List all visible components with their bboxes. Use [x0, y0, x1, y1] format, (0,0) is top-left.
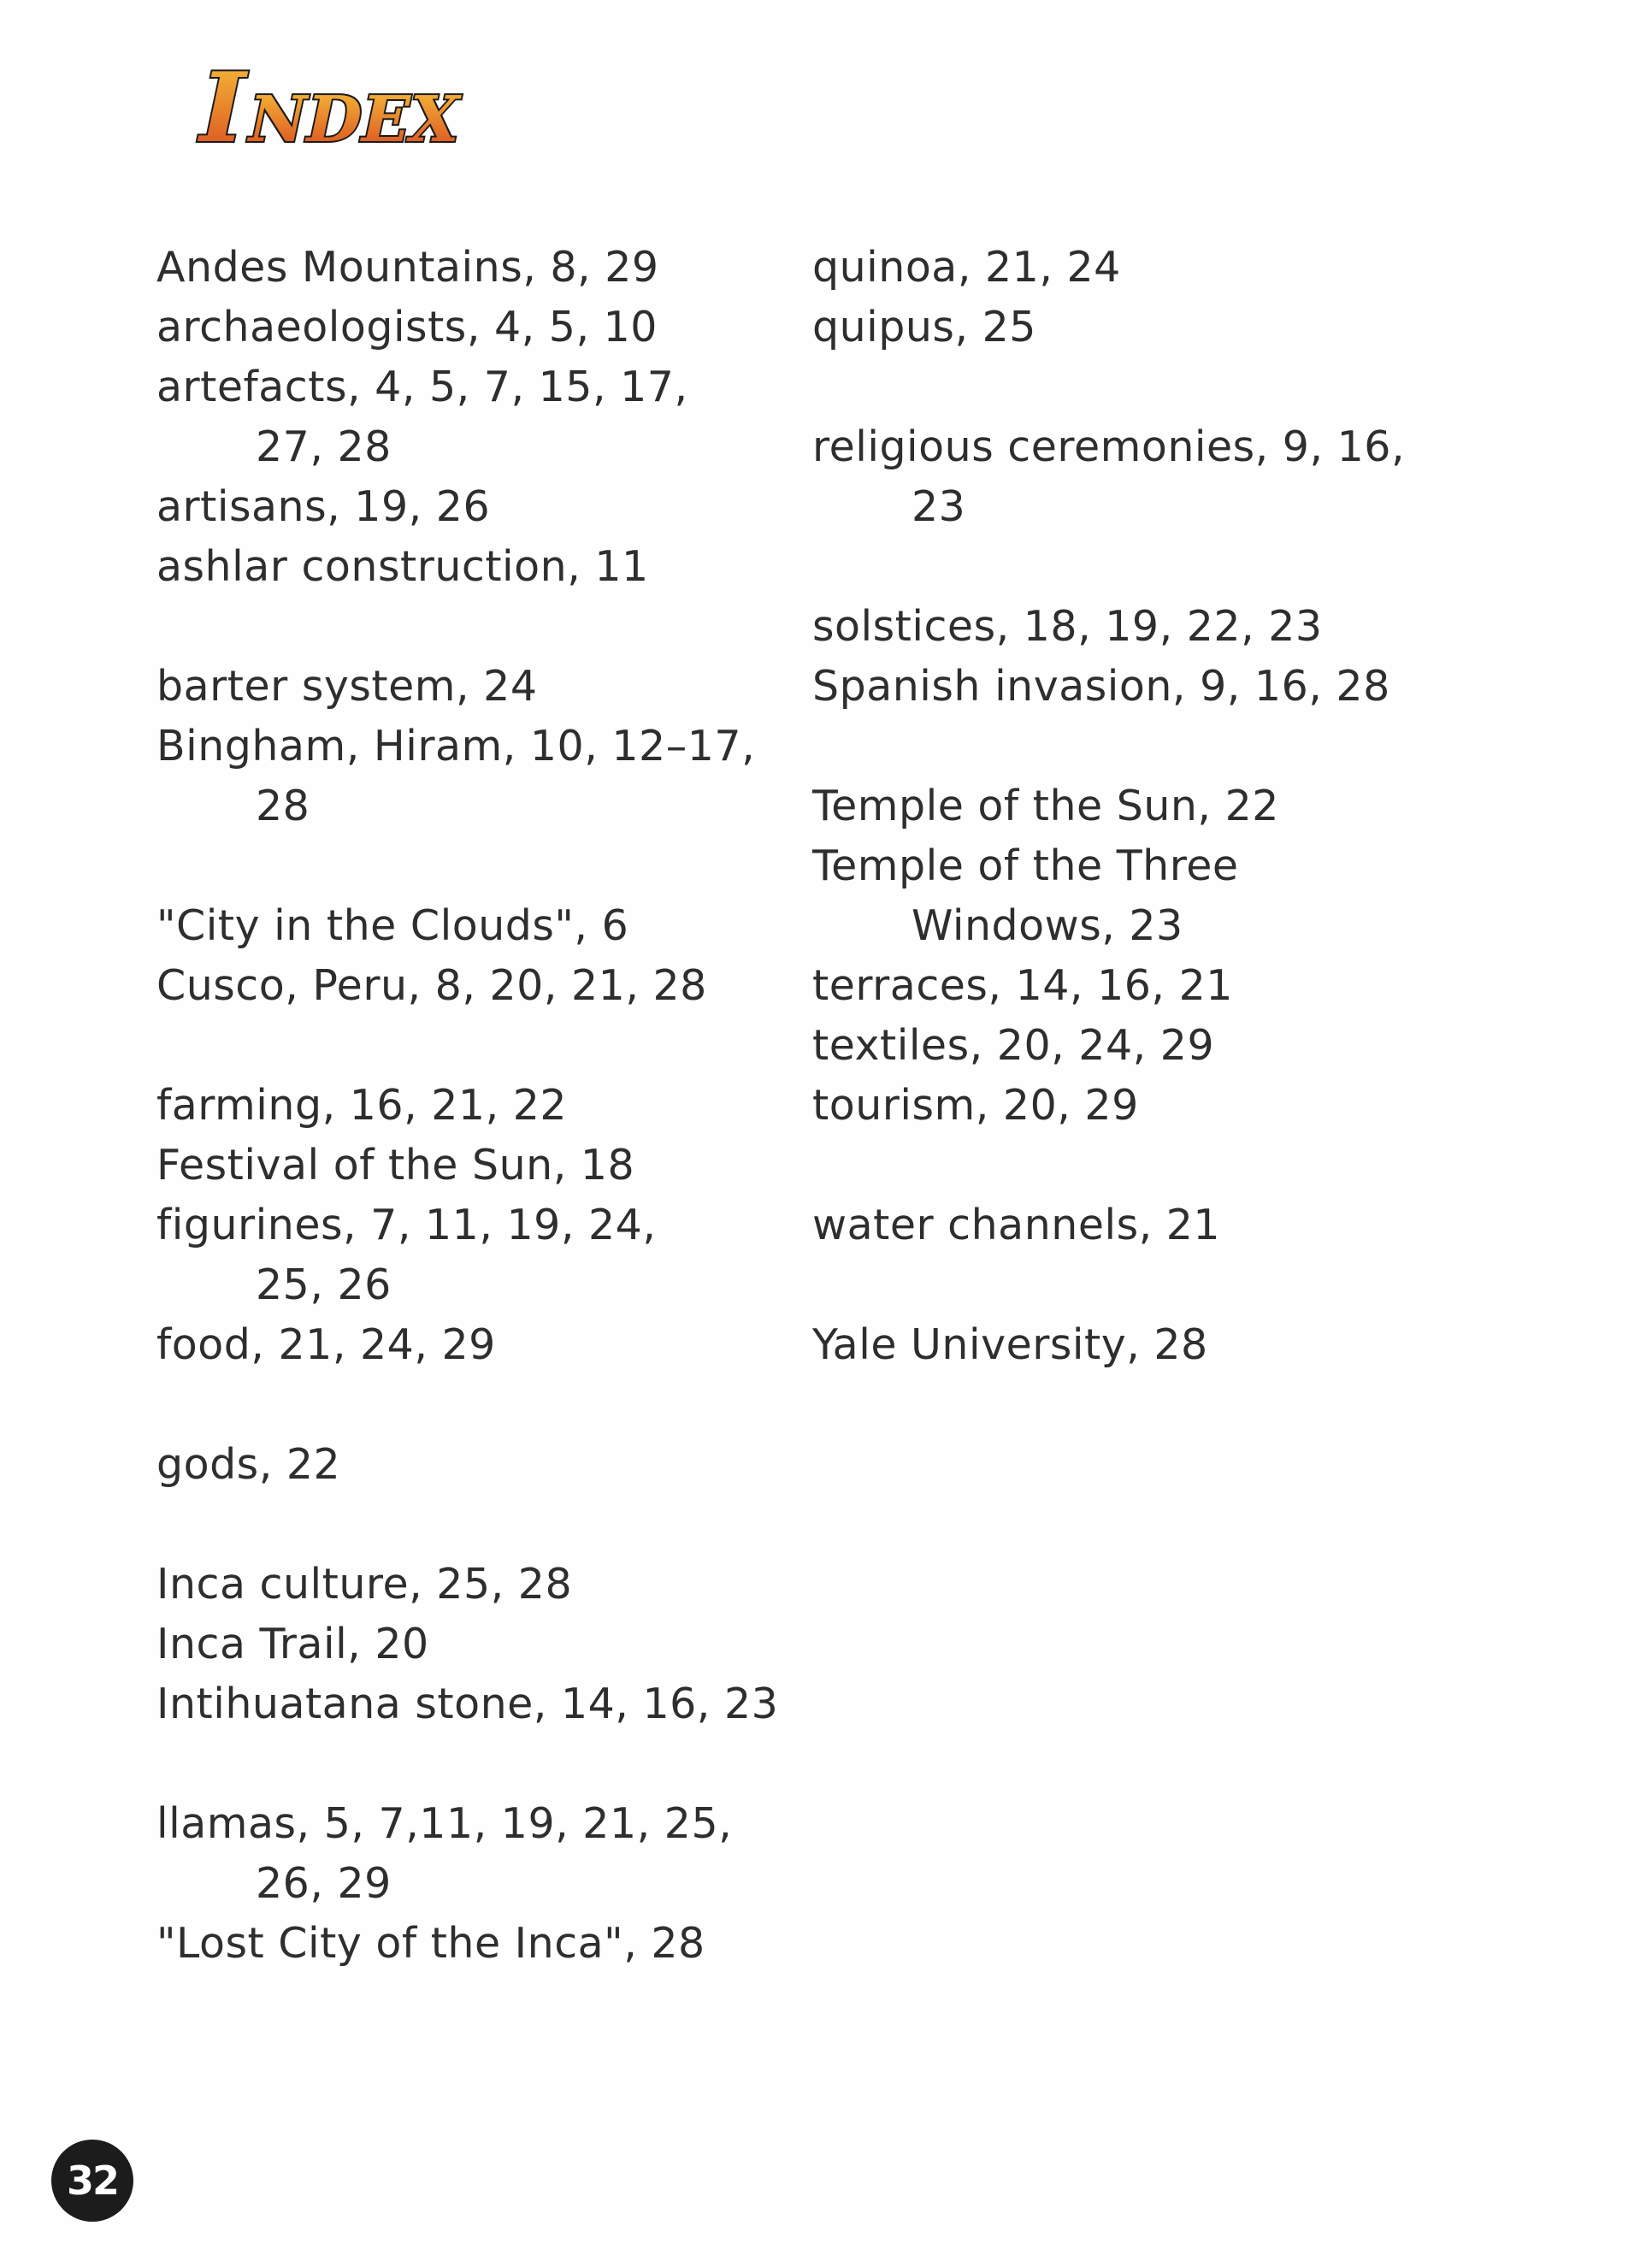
section-gap — [156, 597, 806, 657]
index-entry: artisans, 19, 26 — [156, 482, 491, 531]
index-entry: Yale University, 28 — [812, 1320, 1208, 1369]
section-gap — [156, 1495, 806, 1555]
section-gap — [812, 1136, 1462, 1195]
index-entry: llamas, 5, 7,11, 19, 21, 25, 26, 29 — [156, 1799, 733, 1908]
index-entry: Temple of the Sun, 22 — [812, 782, 1279, 830]
index-entry: Spanish invasion, 9, 16, 28 — [812, 662, 1390, 711]
index-entry: quinoa, 21, 24 — [812, 243, 1121, 292]
index-title — [178, 51, 520, 188]
index-entry: "Lost City of the Inca", 28 — [156, 1919, 705, 1968]
section-gap — [812, 537, 1462, 597]
index-entry: archaeologists, 4, 5, 10 — [156, 303, 658, 351]
index-title-logo — [178, 51, 520, 188]
index-column-left — [156, 238, 806, 1974]
index-column-right — [812, 238, 1462, 1375]
section-gap — [156, 1734, 806, 1794]
index-entry: Inca culture, 25, 28 — [156, 1560, 573, 1609]
index-entry: water channels, 21 — [812, 1201, 1221, 1249]
index-entry: gods, 22 — [156, 1440, 341, 1489]
index-entry: Festival of the Sun, 18 — [156, 1141, 635, 1190]
section-gap — [812, 717, 1462, 776]
index-entry: Intihuatana stone, 14, 16, 23 — [156, 1680, 779, 1728]
section-gap — [156, 1016, 806, 1076]
index-title-rest: NDEX — [240, 81, 468, 156]
index-entry: ashlar construction, 11 — [156, 542, 649, 591]
index-title-initial: I — [188, 51, 257, 164]
section-gap — [156, 836, 806, 896]
index-entry: terraces, 14, 16, 21 — [812, 961, 1233, 1010]
index-entry: tourism, 20, 29 — [812, 1081, 1139, 1130]
index-entry: Bingham, Hiram, 10, 12–17, 28 — [156, 722, 756, 830]
index-entry: religious ceremonies, 9, 16, 23 — [812, 422, 1406, 531]
section-gap — [812, 1255, 1462, 1315]
index-entry: Andes Mountains, 8, 29 — [156, 243, 659, 292]
section-gap — [156, 1375, 806, 1435]
index-entry: food, 21, 24, 29 — [156, 1320, 496, 1369]
index-entry: barter system, 24 — [156, 662, 538, 711]
index-entry: quipus, 25 — [812, 303, 1036, 351]
index-entry: artefacts, 4, 5, 7, 15, 17, 27, 28 — [156, 363, 688, 471]
index-entry: "City in the Clouds", 6 — [156, 901, 629, 950]
section-gap — [812, 357, 1462, 417]
index-entry: Temple of the Three Windows, 23 — [812, 841, 1239, 950]
page-number-badge: 32 — [51, 2140, 133, 2222]
index-entry: solstices, 18, 19, 22, 23 — [812, 602, 1323, 651]
index-entry: textiles, 20, 24, 29 — [812, 1021, 1215, 1070]
index-entry: Inca Trail, 20 — [156, 1620, 429, 1668]
index-entry: Cusco, Peru, 8, 20, 21, 28 — [156, 961, 707, 1010]
index-entry: farming, 16, 21, 22 — [156, 1081, 568, 1130]
index-entry: figurines, 7, 11, 19, 24, 25, 26 — [156, 1201, 657, 1309]
